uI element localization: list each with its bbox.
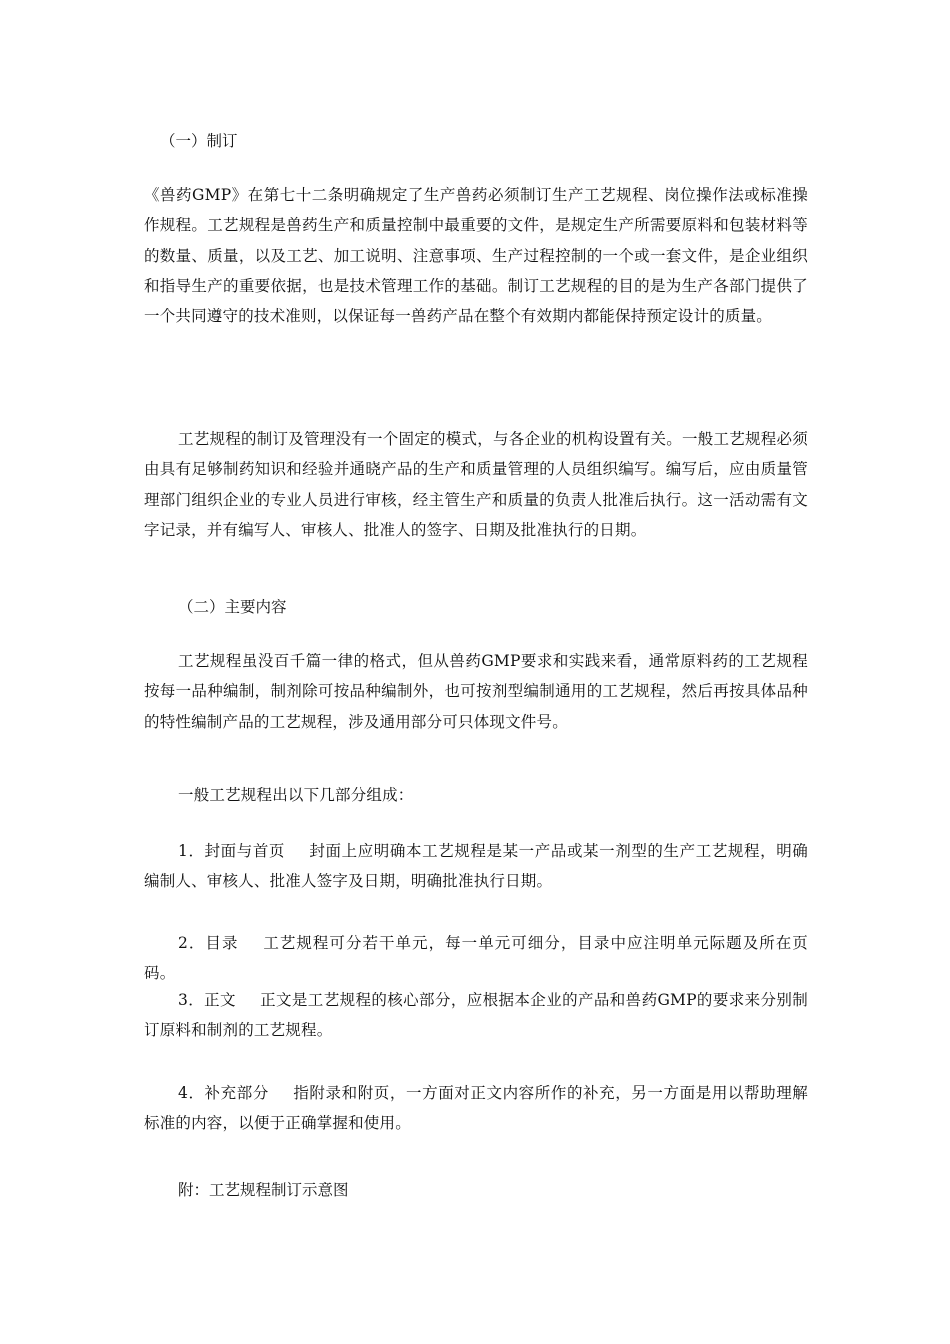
section2-paragraph-2: 一般工艺规程出以下几部分组成：: [178, 786, 414, 804]
list-item-text: 正文是工艺规程的核心部分，应根据本企业的产品和兽药GMP的要求来分别制订原料和制剂的工艺规程。: [144, 991, 808, 1040]
section2-heading: （二）主要内容: [178, 598, 287, 616]
section1-paragraph-2: 工艺规程的制订及管理没有一个固定的模式，与各企业的机构设置有关。一般工艺规程必须由具有足够制药知识和经验并通晓产品的生产和质量管理的人员组织编写。编写后，应由质量管理部门组织企业的专业人员进行审核，经主管生产和质量的负责人批准后执行。这一活动需有文字记录，并有编写人、审核人、批准人的签字、日期及批准执行的日期。: [144, 430, 808, 539]
appendix-caption: 附：工艺规程制订示意图: [178, 1181, 349, 1199]
section1-heading: （一）制订: [160, 132, 238, 150]
list-item: [144, 1078, 808, 1139]
list-item: [144, 928, 808, 989]
list-item: [144, 985, 808, 1046]
section2-paragraph-1: 工艺规程虽没百千篇一律的格式，但从兽药GMP要求和实践来看，通常原料药的工艺规程按每一品种编制，制剂除可按品种编制外，也可按剂型编制通用的工艺规程，然后再按具体品种的特性编制产品的工艺规程，涉及通用部分可只体现文件号。: [144, 652, 808, 731]
list-item-text: 指附录和附页，一方面对正文内容所作的补充，另一方面是用以帮助理解标准的内容，以便于正确掌握和使用。: [144, 1084, 808, 1133]
list-item-head: 1．封面与首页: [178, 842, 286, 860]
list-item-head: 3．正文: [178, 991, 236, 1009]
list-item: [144, 836, 808, 897]
list-item-text: 工艺规程可分若干单元，每一单元可细分，目录中应注明单元际题及所在页码。: [144, 934, 808, 983]
section1-paragraph-1: 《兽药GMP》在第七十二条明确规定了生产兽药必须制订生产工艺规程、岗位操作法或标准操作规程。工艺规程是兽药生产和质量控制中最重要的文件，是规定生产所需要原料和包装材料等的数量、质量，以及工艺、加工说明、注意事项、生产过程控制的一个或一套文件，是企业组织和指导生产的重要依据，也是技术管理工作的基础。制订工艺规程的目的是为生产各部门提供了一个共同遵守的技术准则，以保证每一兽药产品在整个有效期内都能保持预定设计的质量。: [144, 186, 808, 326]
list-item-head: 4．补充部分: [178, 1084, 269, 1102]
list-item-text: 封面上应明确本工艺规程是某一产品或某一剂型的生产工艺规程，明确编制人、审核人、批准人签字及日期，明确批准执行日期。: [144, 842, 808, 891]
list-item-head: 2．目录: [178, 934, 239, 952]
